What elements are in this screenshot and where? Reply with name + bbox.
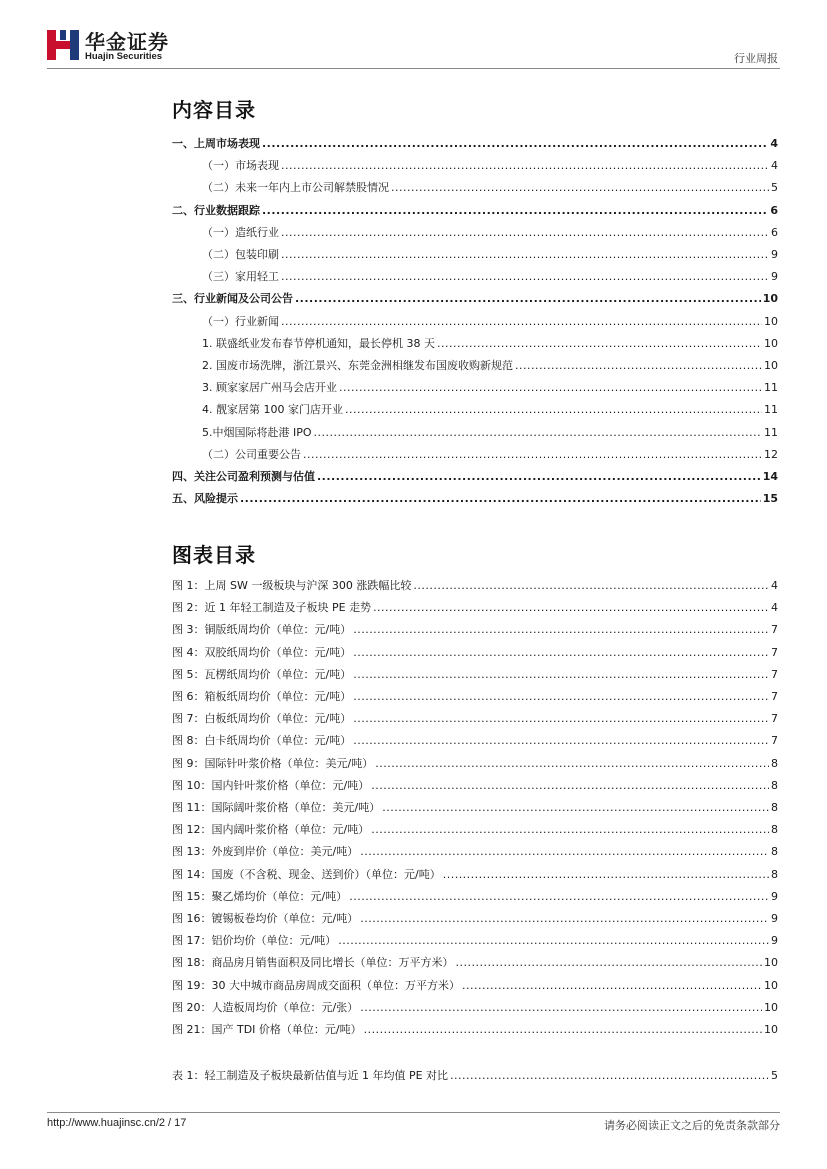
toc-entry[interactable] [172,269,778,285]
toc-entry-page: 10 [764,336,778,350]
toc-entry[interactable] [172,180,778,196]
figure-entry-page: 8 [771,823,778,837]
dot-leader [353,667,769,683]
toc-entry-text: 3. 顾家家居广州马会店开业 [202,381,337,395]
dot-leader [375,756,769,772]
figure-entry[interactable] [172,778,778,794]
dot-leader [353,733,769,749]
figure-entry-text: 图 2：近 1 年轻工制造及子板块 PE 走势 [172,601,372,615]
figure-entry-page: 7 [771,623,778,637]
huajin-logo-icon [47,28,79,62]
figure-entry-text: 图 8：白卡纸周均价（单位：元/吨） [172,734,352,748]
figure-entry[interactable] [172,756,778,772]
figure-entry[interactable] [172,733,778,749]
dot-leader [240,491,761,507]
toc-entry-page: 9 [771,248,778,261]
figure-entry-text: 图 19：30 大中城市商品房周成交面积（单位：万平方米） [172,978,460,992]
figure-entry-text: 图 6：箱板纸周均价（单位：元/吨） [172,690,352,703]
toc-entry-text: 4. 靓家居第 100 家门店开业 [202,403,343,417]
figure-entry[interactable] [172,955,778,971]
figure-entry-text: 图 3：铜版纸周均价（单位：元/吨） [172,623,352,637]
figure-entry-page: 8 [771,867,778,881]
figure-entry-page: 7 [771,690,778,703]
dot-leader [314,425,762,441]
figure-entry-page: 7 [771,734,778,748]
toc-entry-page: 11 [764,381,778,395]
toc-entry[interactable] [172,225,778,241]
dot-leader [353,689,769,705]
toc-entry-page: 11 [764,403,778,417]
figure-entry-text: 图 9：国际针叶浆价格（单位：美元/吨） [172,756,374,770]
table-entry-page: 5 [771,1069,778,1082]
figure-entry[interactable] [172,600,778,616]
toc-entry[interactable] [172,447,778,463]
figure-entry-text: 图 7：白板纸周均价（单位：元/吨） [172,712,352,726]
figure-entry-page: 8 [771,801,778,814]
toc-entry-page: 11 [764,425,778,439]
figure-entry-text: 图 18：商品房月销售面积及同比增长（单位：万平方米） [172,956,454,970]
dot-leader [262,136,768,152]
toc-entry-page: 12 [764,447,778,461]
dot-leader [360,911,769,927]
toc-entry-text: 二、行业数据跟踪 [172,203,260,217]
dot-leader [437,336,762,352]
toc-entry-page: 9 [771,270,778,284]
footer-url-page: http://www.huajinsc.cn/2 / 17 [47,1117,187,1129]
figure-entry-page: 10 [764,1000,778,1014]
toc-entry-text: （一）行业新闻 [202,314,279,328]
toc-entry-text: （三）家用轻工 [202,270,279,284]
toc-entry-text: 5.中烟国际将赴港 IPO [202,425,312,439]
toc-entry[interactable] [172,380,778,396]
figure-entry[interactable] [172,978,778,994]
figure-entry[interactable] [172,867,778,883]
toc-entry-page: 5 [771,181,778,195]
figure-entry[interactable] [172,667,778,683]
figure-entry[interactable] [172,1000,778,1016]
figure-entry[interactable] [172,889,778,905]
toc-entry[interactable] [172,203,778,219]
figure-entry[interactable] [172,622,778,638]
toc-entry-page: 14 [762,470,778,483]
figure-entry-text: 图 15：聚乙烯均价（单位：元/吨） [172,889,348,903]
toc-entry[interactable] [172,469,778,485]
toc-entry-text: （二）包装印刷 [202,248,279,261]
toc-entry-text: 四、关注公司盈利预测与估值 [172,470,315,483]
toc-entry-page: 4 [770,137,778,150]
toc-entry-text: （二）未来一年内上市公司解禁股情况 [202,181,389,195]
dot-leader [345,402,762,418]
toc-entry-text: （一）造纸行业 [202,225,279,239]
dot-leader [443,867,769,883]
dot-leader [281,314,762,330]
dot-leader [462,978,762,994]
dot-leader [371,778,769,794]
figure-entry-text: 图 13：外废到岸价（单位：美元/吨） [172,845,359,859]
figure-entry-page: 7 [771,645,778,659]
figure-entry[interactable] [172,645,778,661]
toc-entry-text: 2. 国废市场洗牌，浙江景兴、东莞金洲相继发布国废收购新规范 [202,359,513,372]
dot-leader [360,844,769,860]
figure-entry-page: 10 [764,978,778,992]
dot-leader [515,358,762,374]
toc-entry-text: 三、行业新闻及公司公告 [172,292,293,306]
dot-leader [303,447,762,463]
dot-leader [281,269,769,285]
toc-entry-page: 10 [764,359,778,372]
figure-entry[interactable] [172,578,778,594]
figure-entry[interactable] [172,933,778,949]
figure-entry-page: 8 [771,778,778,792]
figure-entry-text: 图 16：镀锡板卷均价（单位：元/吨） [172,912,359,925]
figure-entry-text: 图 21：国产 TDI 价格（单位：元/吨） [172,1023,362,1036]
dot-leader [360,1000,762,1016]
document-type-label: 行业周报 [734,52,778,65]
figure-entry-text: 图 1：上周 SW 一级板块与沪深 300 涨跌幅比较 [172,579,412,592]
figure-entry-text: 图 4：双胶纸周均价（单位：元/吨） [172,645,352,659]
toc-entry-page: 6 [770,203,778,217]
dot-leader [281,225,769,241]
header-divider [47,68,780,69]
figure-entry-page: 9 [771,934,778,948]
toc-entry[interactable] [172,158,778,174]
figure-entry-page: 10 [764,956,778,970]
figure-entry[interactable] [172,800,778,816]
figure-entry-text: 图 20：人造板周均价（单位：元/张） [172,1000,359,1014]
figure-entry-text: 图 12：国内阔叶浆价格（单位：元/吨） [172,823,370,837]
figure-entry-text: 图 10：国内针叶浆价格（单位：元/吨） [172,778,370,792]
toc-entry-text: 一、上周市场表现 [172,137,260,150]
figure-list-title: 图表目录 [172,543,256,567]
toc-entry-page: 10 [762,292,778,306]
toc-entry[interactable] [172,314,778,330]
toc-entry[interactable] [172,291,778,307]
toc-entry-page: 15 [762,492,778,506]
dot-leader [338,933,769,949]
dot-leader [281,247,769,263]
dot-leader [373,600,769,616]
figure-entry-page: 4 [771,601,778,615]
dot-leader [450,1068,769,1084]
figure-entry-page: 10 [764,1023,778,1036]
dot-leader [353,711,769,727]
toc-entry[interactable] [172,402,778,418]
figure-entry-text: 图 14：国废（不含税、现金、送到价）（单位：元/吨） [172,867,441,881]
dot-leader [353,645,769,661]
toc-entry[interactable] [172,247,778,263]
figure-entry-page: 9 [771,912,778,925]
figure-entry[interactable] [172,822,778,838]
toc-title: 内容目录 [172,98,256,122]
logo-chinese-name: 华金证券 [85,30,169,54]
figure-entry-page: 7 [771,667,778,681]
figure-entry[interactable] [172,911,778,927]
toc-entry-text: 1. 联盛纸业发布春节停机通知，最长停机 38 天 [202,336,435,350]
toc-entry-page: 6 [771,225,778,239]
toc-entry[interactable] [172,358,778,374]
dot-leader [364,1022,762,1038]
toc-entry-text: （二）公司重要公告 [202,447,301,461]
dot-leader [317,469,761,485]
figure-entry[interactable] [172,711,778,727]
dot-leader [382,800,769,816]
toc-entry-text: 五、风险提示 [172,492,238,506]
figure-entry-page: 4 [771,579,778,592]
logo-english-name: Huajin Securities [85,51,163,62]
figure-entry-page: 8 [771,756,778,770]
footer-disclaimer: 请务必阅读正文之后的免责条款部分 [604,1119,780,1132]
toc-entry-page: 10 [764,314,778,328]
figure-entry[interactable] [172,689,778,705]
figure-entry-text: 图 11：国际阔叶浆价格（单位：美元/吨） [172,801,381,814]
company-logo [47,28,187,64]
toc-entry[interactable] [172,336,778,352]
page-header [47,28,780,68]
dot-leader [349,889,769,905]
table-entry[interactable] [172,1068,778,1084]
dot-leader [413,578,769,594]
dot-leader [295,291,761,307]
dot-leader [391,180,769,196]
figure-entry[interactable] [172,1022,778,1038]
figure-entry-text: 图 17：铝价均价（单位：元/吨） [172,934,337,948]
figure-entry-page: 8 [771,845,778,859]
dot-leader [353,622,769,638]
figure-entry-page: 9 [771,889,778,903]
figure-entry[interactable] [172,844,778,860]
toc-entry[interactable] [172,136,778,152]
table-entry-text: 表 1：轻工制造及子板块最新估值与近 1 年均值 PE 对比 [172,1069,449,1082]
figure-entry-text: 图 5：瓦楞纸周均价（单位：元/吨） [172,667,352,681]
dot-leader [262,203,768,219]
dot-leader [339,380,762,396]
dot-leader [281,158,769,174]
toc-entry[interactable] [172,425,778,441]
footer-divider [47,1112,780,1113]
toc-entry-text: （一）市场表现 [202,159,279,173]
dot-leader [456,955,763,971]
dot-leader [371,822,769,838]
toc-entry[interactable] [172,491,778,507]
toc-entry-page: 4 [771,159,778,173]
figure-entry-page: 7 [771,712,778,726]
